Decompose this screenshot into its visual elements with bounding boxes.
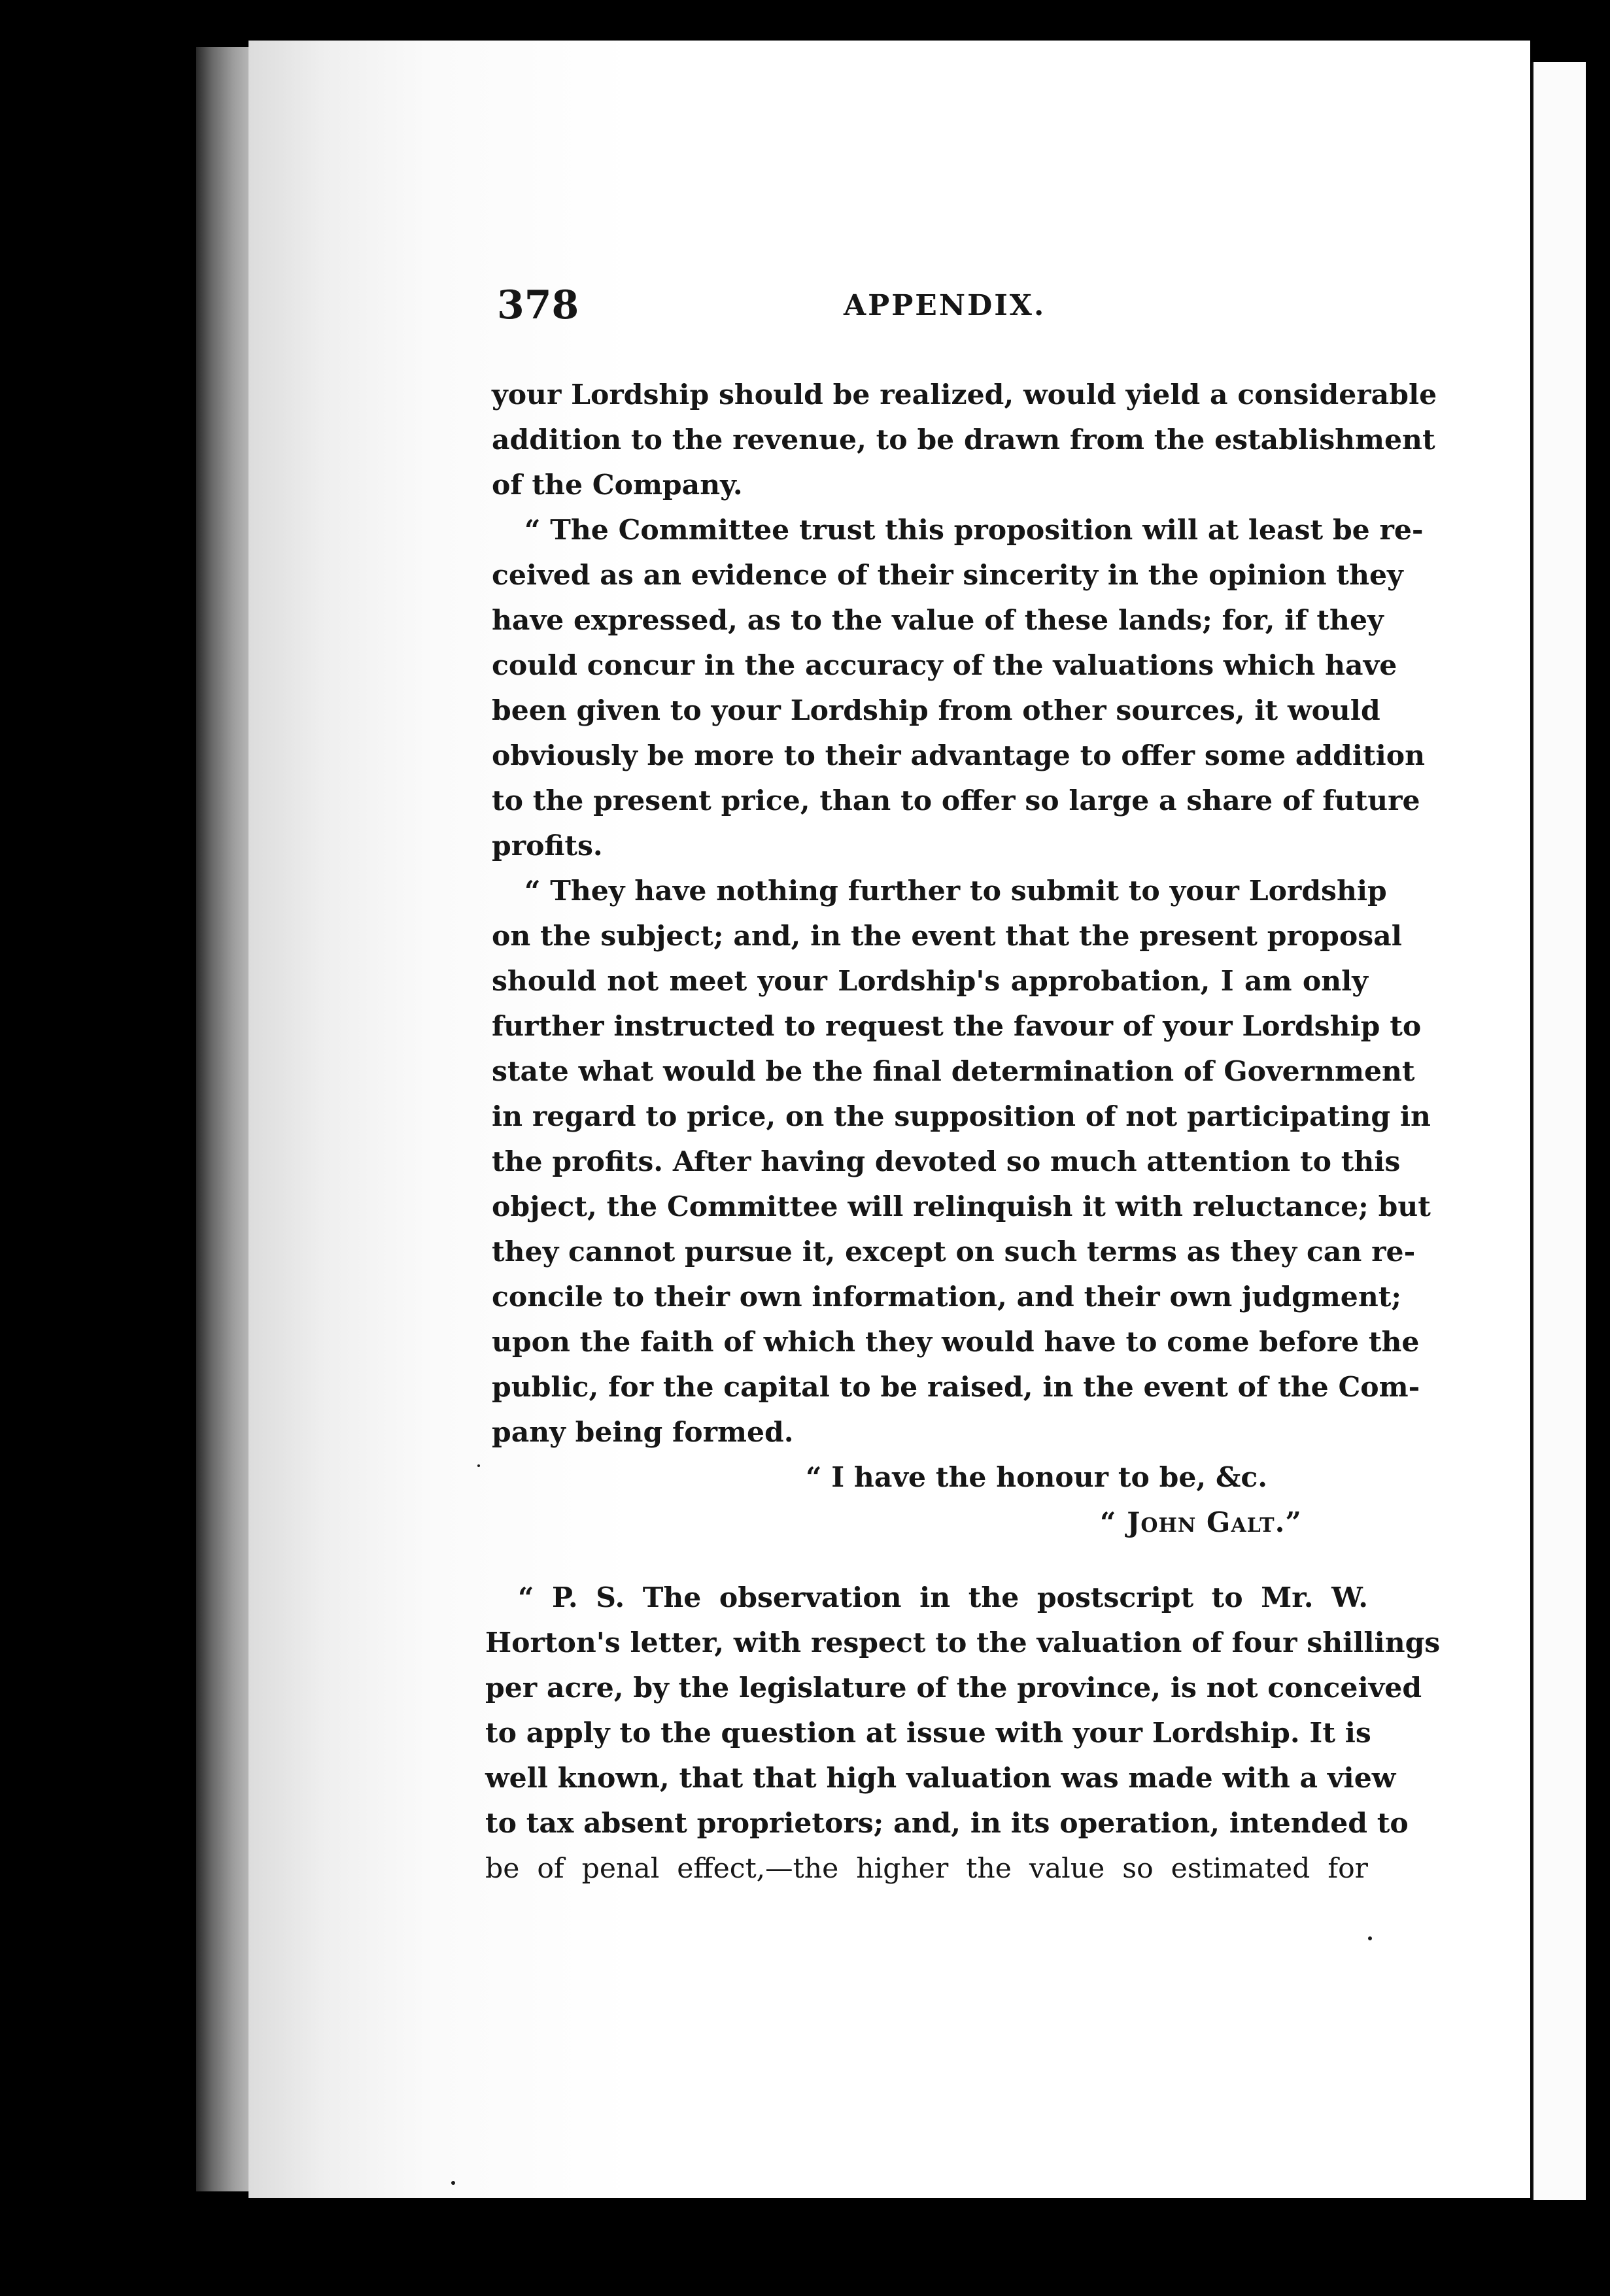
postscript (485, 1576, 1441, 1891)
page-number: 378 (497, 282, 579, 328)
text-line: public, for the capital to be raised, in the event of the Com- (492, 1371, 1420, 1404)
text-line: could concur in the accuracy of the valuations which have (492, 649, 1397, 682)
text-line: to apply to the question at issue with your Lordship. It is (485, 1717, 1371, 1749)
text-line: have expressed, as to the value of these lands; for, if they (492, 604, 1384, 637)
text-line: well known, that that high valuation was made with a view (485, 1762, 1396, 1795)
text-line: “ The Committee trust this proposition will at least be re- (524, 514, 1424, 547)
page-header (497, 282, 1367, 335)
text-line: obviously be more to their advantage to offer some addition (492, 739, 1426, 772)
print-speck (1368, 1936, 1372, 1940)
print-speck (477, 1464, 480, 1467)
text-line: addition to the revenue, to be drawn from the establishment (492, 424, 1435, 456)
running-title: APPENDIX. (844, 289, 1046, 322)
text-line: been given to your Lordship from other sources, it would (492, 694, 1380, 727)
print-speck (451, 2181, 455, 2185)
text-line: “ P. S. The observation in the postscript to Mr. W. (518, 1581, 1368, 1614)
text-line: to the present price, than to offer so large a share of future (492, 785, 1420, 817)
text-line: of the Company. (492, 469, 743, 501)
text-line: your Lordship should be realized, would yield a considerable (492, 379, 1437, 411)
text-line: pany being formed. (492, 1416, 794, 1449)
text-line: they cannot pursue it, except on such terms as they can re- (492, 1236, 1416, 1268)
text-line: “ They have nothing further to submit to your Lordship (524, 875, 1387, 907)
text-line: on the subject; and, in the event that the present proposal (492, 920, 1402, 953)
text-line: in regard to price, on the supposition of not participating in (492, 1100, 1431, 1133)
text-line: state what would be the final determination of Government (492, 1055, 1415, 1088)
text-line: concile to their own information, and their own judgment; (492, 1281, 1402, 1313)
text-line: per acre, by the legislature of the province, is not conceived (485, 1672, 1422, 1704)
letter-closing: “ I have the honour to be, &c. (806, 1461, 1268, 1494)
text-line: to tax absent proprietors; and, in its operation, intended to (485, 1807, 1409, 1840)
text-line: further instructed to request the favour of your Lordship to (492, 1010, 1422, 1043)
text-line: ceived as an evidence of their sincerity in the opinion they (492, 559, 1403, 592)
text-line: the profits. After having devoted so much attention to this (492, 1145, 1401, 1178)
facing-page-edge (1532, 62, 1586, 2200)
text-line: be of penal effect,—the higher the value so estimated for (485, 1853, 1368, 1885)
text-line: upon the faith of which they would have to come before the (492, 1326, 1420, 1359)
text-line: object, the Committee will relinquish it with reluctance; but (492, 1190, 1431, 1223)
letter-signature: “ John Galt.” (1100, 1506, 1302, 1539)
text-line: Horton's letter, with respect to the valuation of four shillings (485, 1627, 1441, 1659)
text-line: should not meet your Lordship's approbation, I am only (492, 965, 1368, 998)
body-text (485, 373, 1441, 1891)
text-line: profits. (492, 830, 603, 862)
